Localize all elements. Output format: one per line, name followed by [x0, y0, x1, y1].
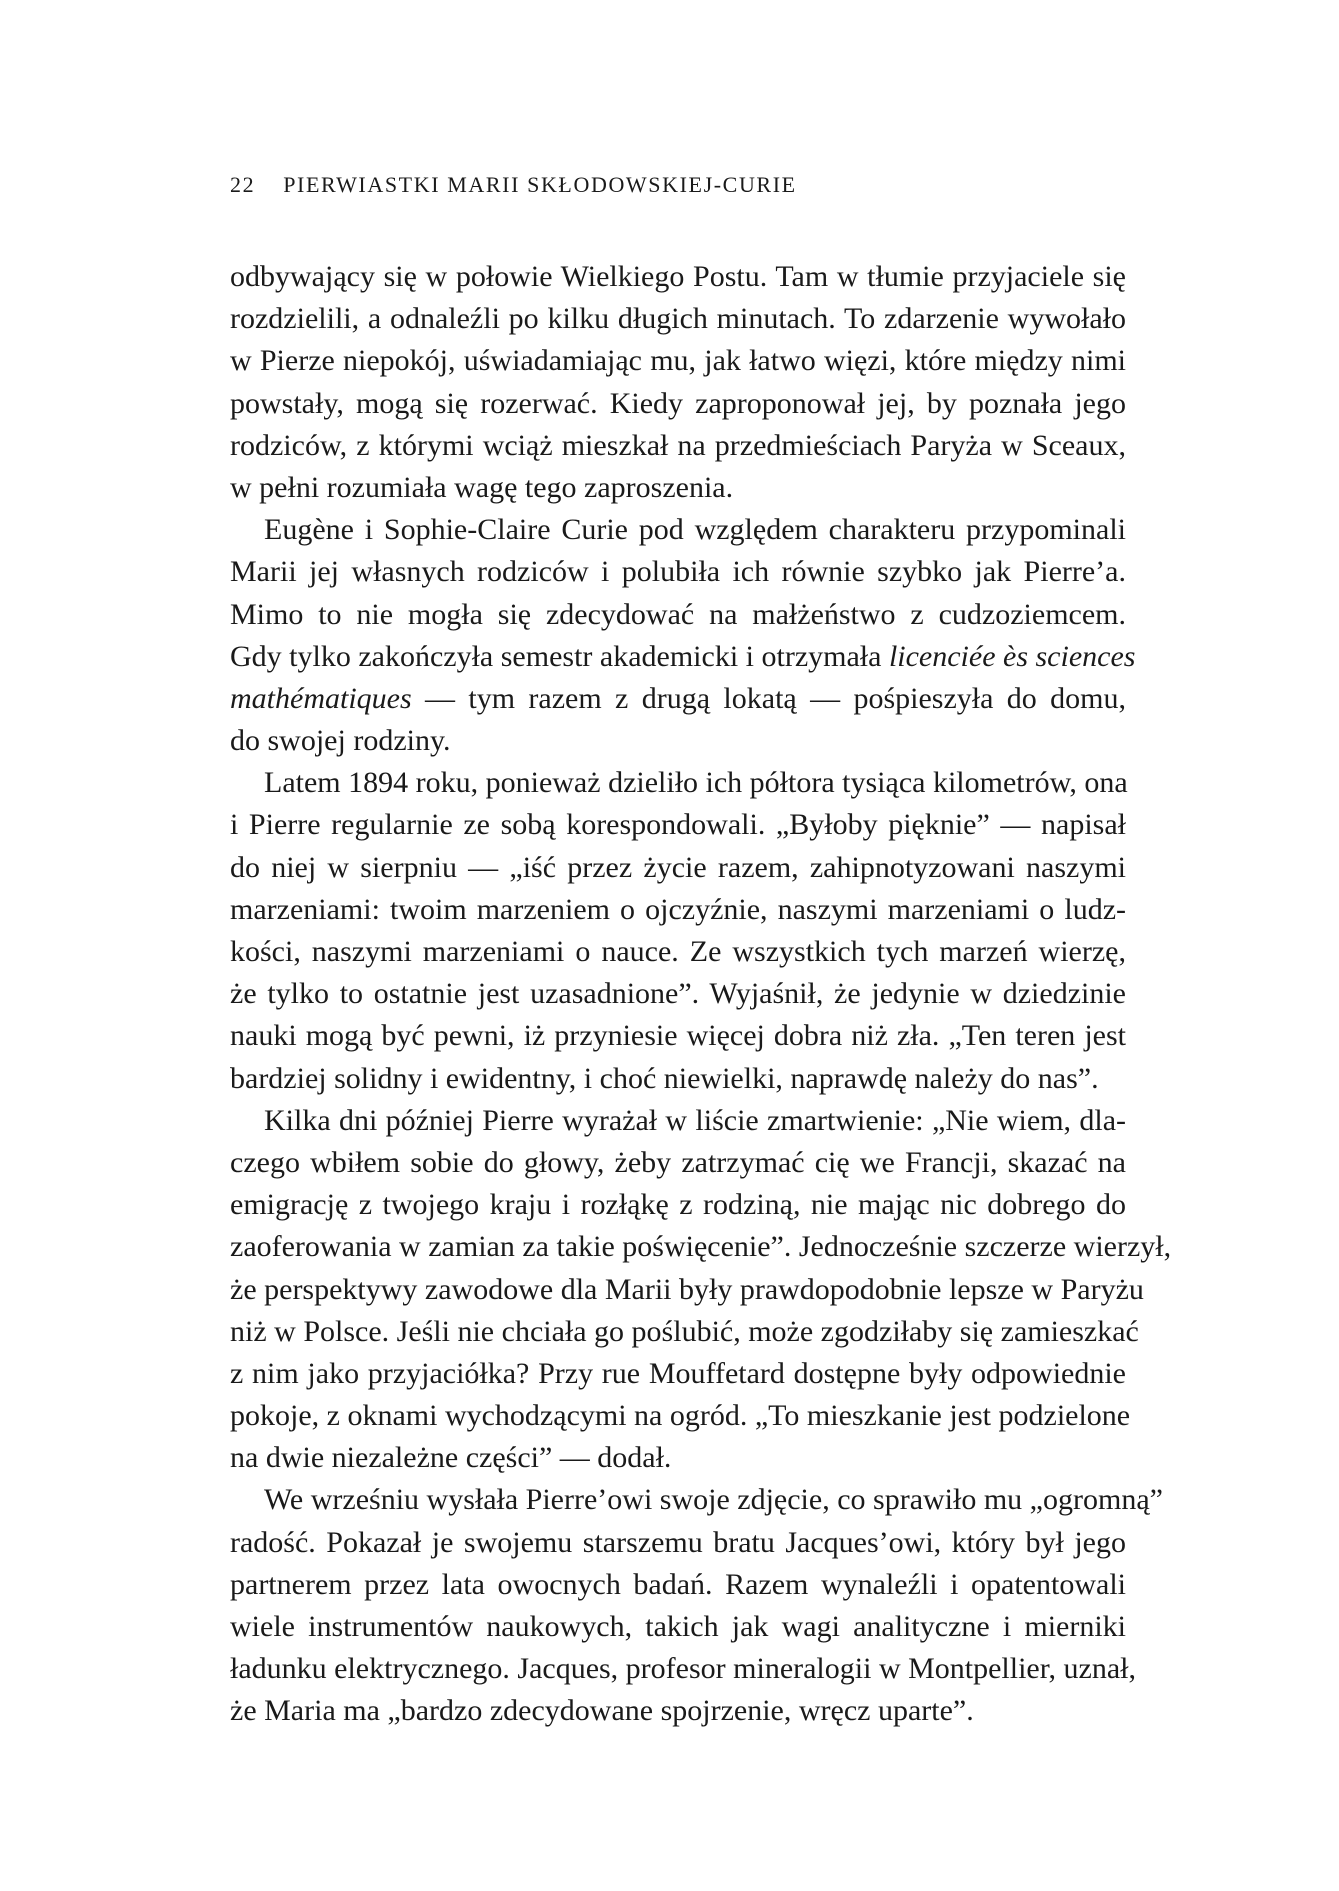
text-line: Mimo to nie mogła się zdecydować na małżeństwo z cudzoziemcem. — [230, 597, 1126, 631]
text-line: marzeniami: twoim marzeniem o ojczyźnie, naszymi marzeniami o ludz- — [230, 892, 1126, 926]
paragraph — [230, 1100, 1172, 1480]
paragraph — [230, 509, 1136, 762]
text-line: że tylko to ostatnie jest uzasadnione”. Wyjaśnił, że jedynie w dziedzinie — [230, 977, 1126, 1011]
text-line: nauki mogą być pewni, iż przyniesie więcej dobra niż zła. „Ten teren jest — [230, 1019, 1126, 1053]
text-line: zaoferowania w zamian za takie poświęcenie”. Jednocześnie szczerze wierzył, — [230, 1230, 1172, 1264]
text-line: Kilka dni później Pierre wyrażał w liście zmartwienie: „Nie wiem, dla- — [264, 1103, 1126, 1137]
text-line: radość. Pokazał je swojemu starszemu bratu Jacques’owi, który był jego — [230, 1525, 1126, 1559]
text-line: bardziej solidny i ewidentny, i choć niewielki, naprawdę należy do nas”. — [230, 1061, 1099, 1095]
text-line: rodziców, z którymi wciąż mieszkał na przedmieściach Paryża w Sceaux, — [230, 428, 1126, 462]
text-line: z nim jako przyjaciółka? Przy rue Mouffetard dostępne były odpowiednie — [230, 1356, 1126, 1390]
running-head — [230, 172, 797, 198]
paragraph — [230, 1479, 1163, 1732]
italic-phrase: licenciée ès sciences — [888, 639, 1136, 673]
text-line: partnerem przez lata owocnych badań. Razem wynaleźli i opatentowali — [230, 1567, 1126, 1601]
text-line: kości, naszymi marzeniami o nauce. Ze wszystkich tych marzeń wierzę, — [230, 935, 1126, 968]
text-line: Eugène i Sophie-Claire Curie pod względem charakteru przypominali — [264, 513, 1126, 547]
text-line: do swojej rodziny. — [230, 724, 451, 758]
text-line: odbywający się w połowie Wielkiego Postu. Tam w tłumie przyjaciele się — [230, 260, 1126, 293]
text-line: wiele instrumentów naukowych, takich jak wagi analityczne i mierniki — [230, 1610, 1126, 1643]
text-line: niż w Polsce. Jeśli nie chciała go poślubić, może zgodziłaby się zamieszkać — [230, 1314, 1139, 1348]
text-line: na dwie niezależne części” — dodał. — [230, 1441, 672, 1475]
text-line: czego wbiłem sobie do głowy, żeby zatrzymać cię we Francji, skazać na — [230, 1145, 1126, 1179]
running-title: PIERWIASTKI MARII SKŁODOWSKIEJ-CURIE — [283, 172, 797, 197]
text-line: Gdy tylko zakończyła semestr akademicki i otrzymała licenciée ès sciences — [230, 639, 1136, 673]
text-line: powstały, mogą się rozerwać. Kiedy zaproponował jej, by poznała jego — [230, 386, 1126, 420]
paragraph — [230, 762, 1126, 1100]
text-line: mathématiques — tym razem z drugą lokatą — pośpieszyła do domu, — [230, 681, 1126, 715]
text-line: rozdzielili, a odnaleźli po kilku długich minutach. To zdarzenie wywołało — [230, 302, 1126, 336]
text-line: w pełni rozumiała wagę tego zaproszenia. — [230, 470, 734, 504]
text-line: że perspektywy zawodowe dla Marii były prawdopodobnie lepsze w Paryżu — [230, 1272, 1144, 1306]
text-line: Latem 1894 roku, ponieważ dzieliło ich półtora tysiąca kilometrów, ona — [264, 766, 1128, 800]
text-line: do niej w sierpniu — „iść przez życie razem, zahipnotyzowani naszymi — [230, 850, 1126, 884]
text-line: i Pierre regularnie ze sobą korespondowali. „Byłoby pięknie” — napisał — [230, 808, 1126, 842]
text-line: w Pierze niepokój, uświadamiając mu, jak łatwo więzi, które między nimi — [230, 344, 1126, 378]
paragraph — [230, 256, 1126, 509]
body-text — [230, 256, 1172, 1733]
text-line: emigrację z twojego kraju i rozłąkę z rodziną, nie mając nic dobrego do — [230, 1188, 1126, 1222]
text-line: ładunku elektrycznego. Jacques, profesor mineralogii w Montpellier, uznał, — [230, 1652, 1137, 1686]
text-line: We wrześniu wysłała Pierre’owi swoje zdjęcie, co sprawiło mu „ogromną” — [264, 1483, 1163, 1517]
italic-phrase: mathématiques — [230, 681, 412, 715]
text-line: pokoje, z oknami wychodzącymi na ogród. „To mieszkanie jest podzielone — [230, 1399, 1131, 1433]
text-line: Marii jej własnych rodziców i polubiła ich równie szybko jak Pierre’a. — [230, 555, 1126, 589]
text-line: że Maria ma „bardzo zdecydowane spojrzenie, wręcz uparte”. — [230, 1694, 974, 1728]
page-number: 22 — [230, 172, 256, 197]
